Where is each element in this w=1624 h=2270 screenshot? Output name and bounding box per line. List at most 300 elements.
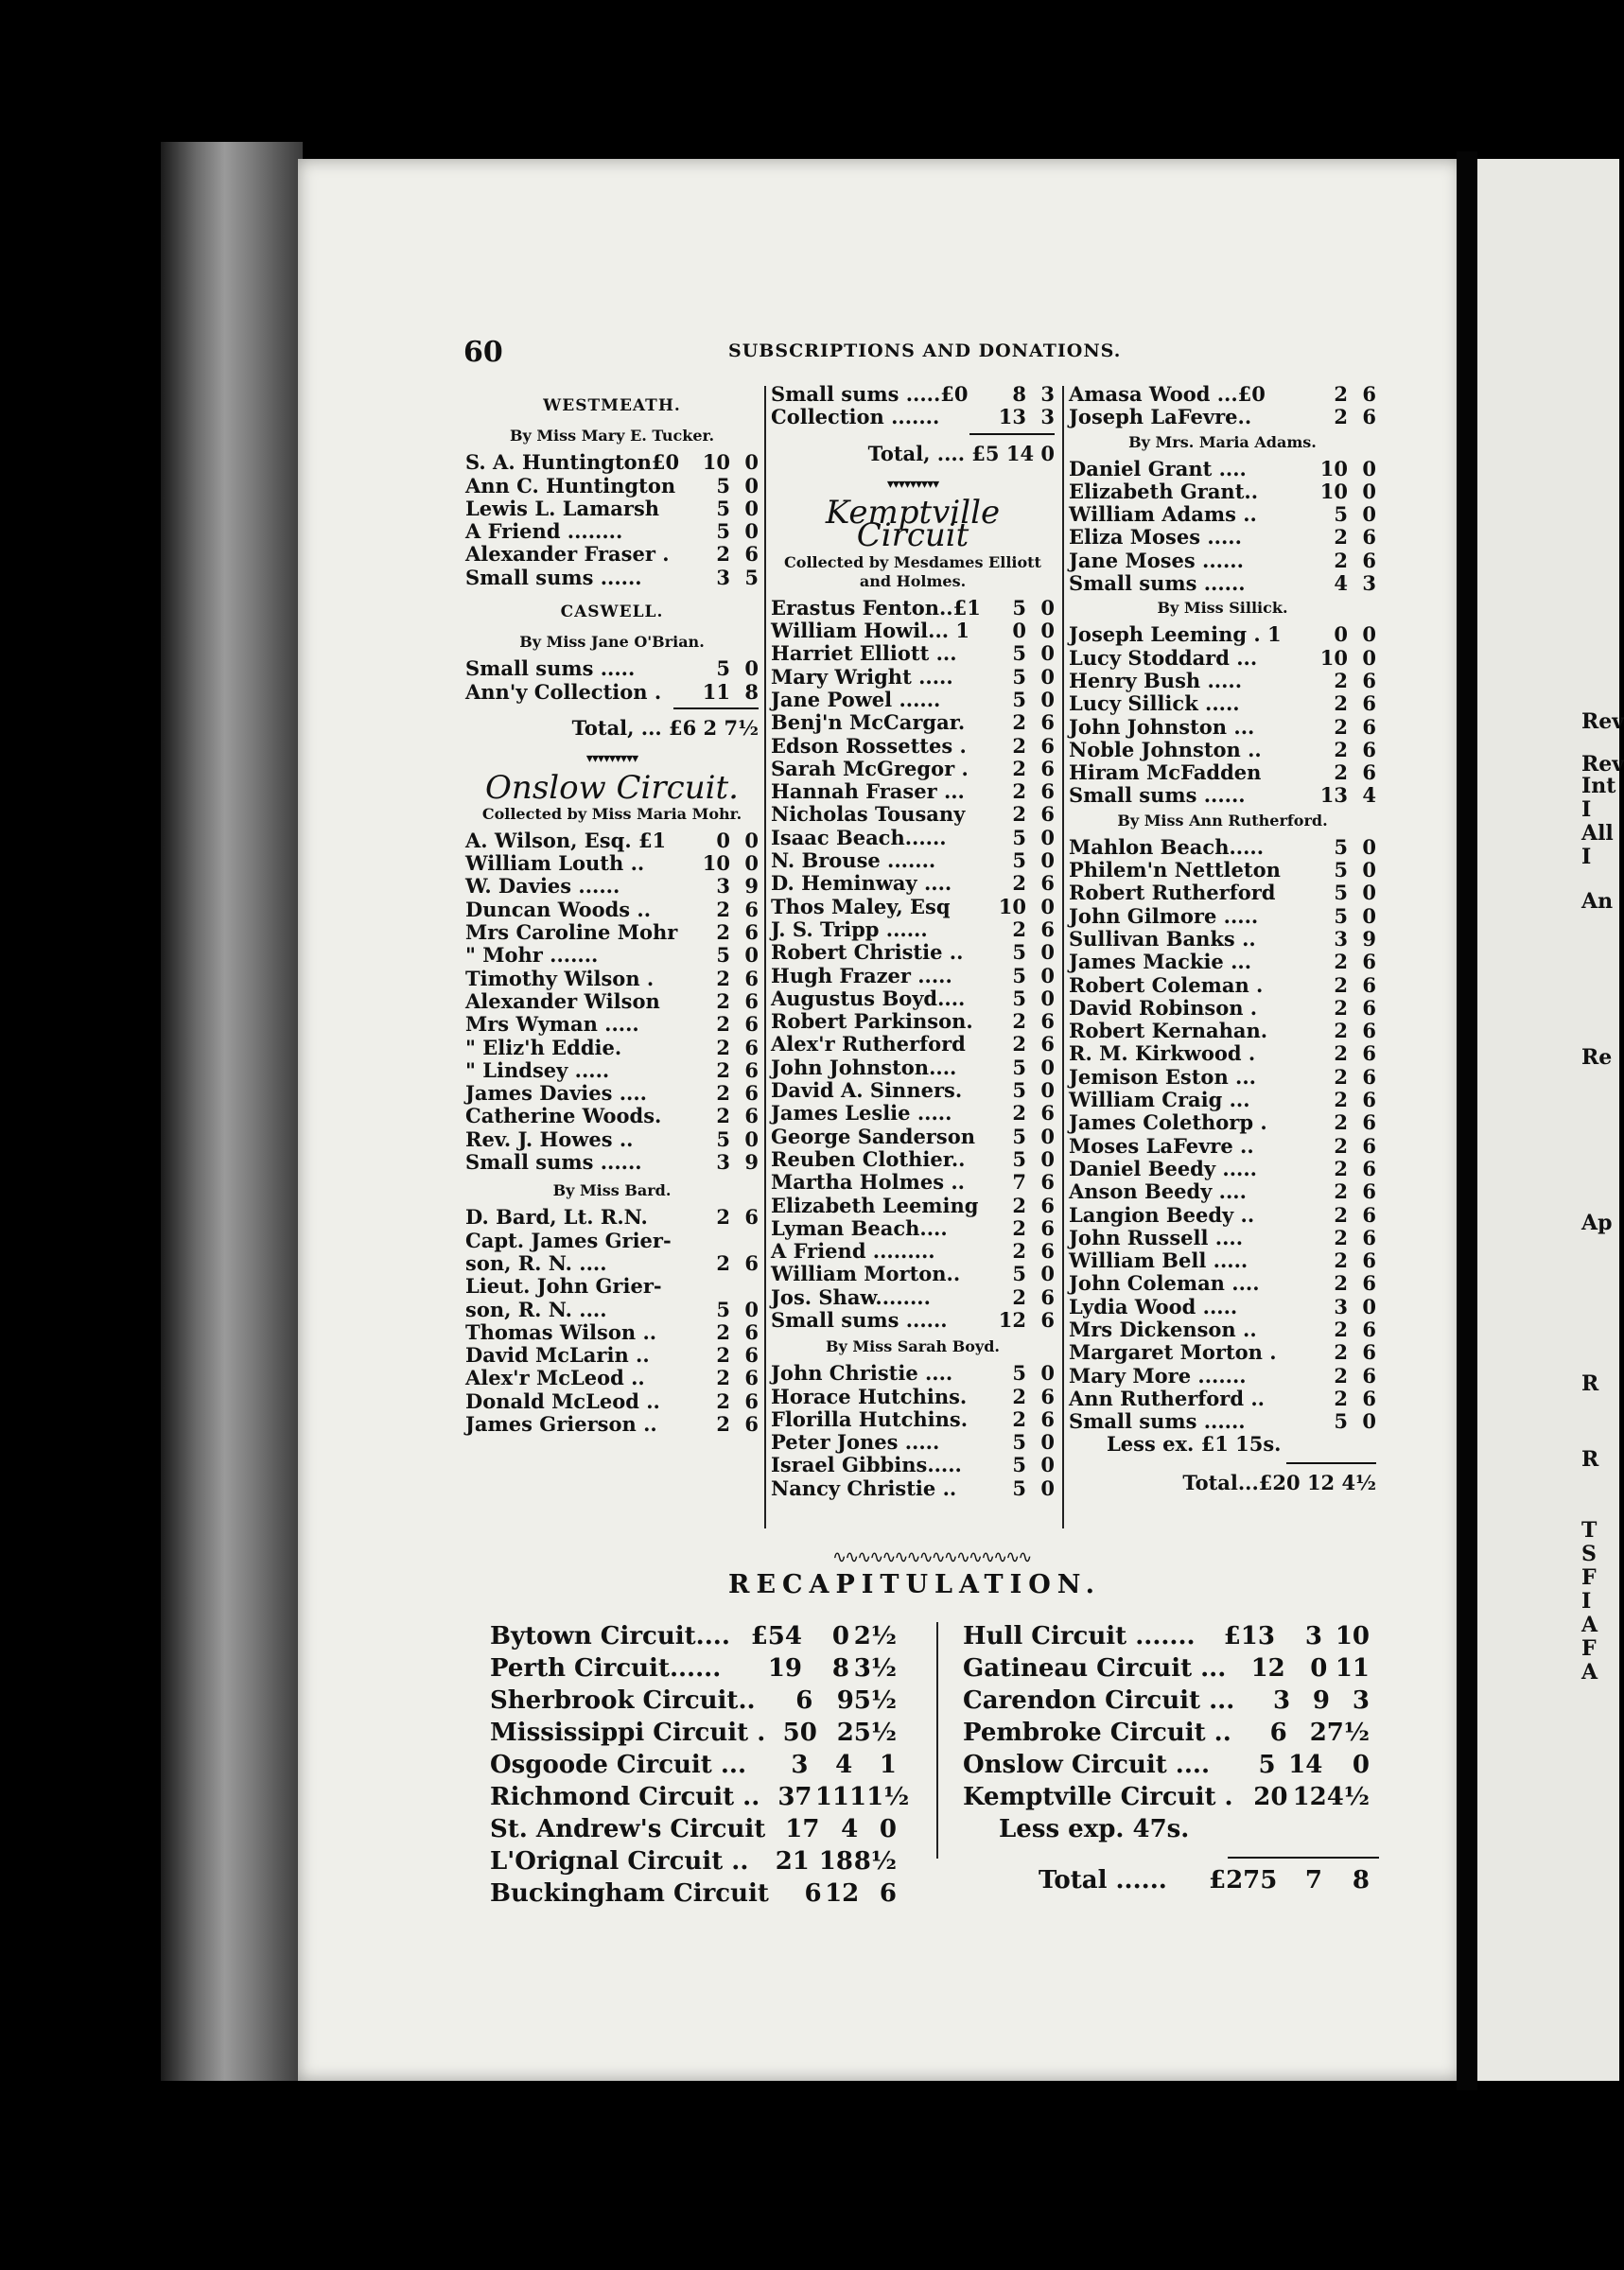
amount-shillings: 12 <box>825 1879 860 1908</box>
amount-pence: 6 <box>1040 1101 1055 1126</box>
donor-row <box>1069 905 1376 928</box>
donor-list <box>465 657 759 704</box>
recap-row <box>963 1685 1370 1717</box>
donor-name: Ann'y Collection . <box>465 679 662 704</box>
donor-row <box>465 1230 759 1252</box>
amount-shillings: 2 <box>1334 1110 1348 1135</box>
donor-name: Lewis L. Lamarsh <box>465 496 660 520</box>
donor-row <box>1069 974 1376 997</box>
circuit-name: Bytown Circuit.... <box>490 1622 730 1650</box>
amount-pence: 0 <box>1040 619 1055 643</box>
circuit-name: Sherbrook Circuit.. <box>490 1686 756 1715</box>
donor-row <box>771 1171 1055 1194</box>
amount-pence: 6 <box>1040 1406 1055 1431</box>
amount-shillings: 10 <box>998 894 1026 918</box>
donor-name: son, R. N. .... <box>465 1297 607 1321</box>
donor-row <box>465 1321 759 1344</box>
donor-name: Alexander Fraser . <box>465 542 670 567</box>
collector-heading: By Mrs. Maria Adams. <box>1128 432 1317 451</box>
donor-row <box>1069 1180 1376 1203</box>
amount-pence: 0 <box>1362 903 1376 928</box>
donor-name: William Craig ... <box>1069 1088 1250 1112</box>
less-expenses: Less ex. £1 15s. <box>1107 1432 1282 1457</box>
donor-row <box>1069 1272 1376 1295</box>
donor-row <box>465 852 759 875</box>
total-label: Total ...... <box>1039 1866 1167 1895</box>
amount-pence: 6 <box>1362 1340 1376 1365</box>
amount-shillings: 5 <box>716 473 730 498</box>
recap-row <box>490 1620 897 1652</box>
amount-pence: 6 <box>1040 1193 1055 1217</box>
amount-pounds: 17 <box>785 1815 820 1843</box>
amount-shillings: 2 <box>1012 1193 1026 1217</box>
circuit-name: Onslow Circuit .... <box>963 1751 1210 1779</box>
circuit-name: Perth Circuit...... <box>490 1654 722 1683</box>
donor-name: " Mohr ....... <box>465 943 599 968</box>
donor-name: Augustus Boyd.... <box>771 986 966 1010</box>
amount-shillings: 4 <box>841 1815 859 1843</box>
amount-pence: 0 <box>1362 645 1376 670</box>
circuit-name: Pembroke Circuit .. <box>963 1719 1231 1747</box>
amount-pence: 6 <box>744 1104 759 1128</box>
donor-row <box>771 918 1055 941</box>
amount-shillings: 2 <box>1334 668 1348 692</box>
circuit-name: Osgoode Circuit ... <box>490 1751 747 1779</box>
amount-shillings: 9 <box>1312 1686 1331 1715</box>
amount-shillings <box>692 1275 730 1298</box>
amount-shillings: 2 <box>1334 1179 1348 1204</box>
amount-pence: 6 <box>744 920 759 945</box>
amount-pence: 0 <box>1040 940 1055 965</box>
donor-row <box>771 1126 1055 1148</box>
amount-shillings: 2 <box>1334 1225 1348 1249</box>
amount-shillings: 3 <box>716 874 730 899</box>
facing-page-fragment: I <box>1581 797 1592 822</box>
recap-row <box>490 1877 897 1910</box>
amount-pence: 6 <box>1362 1386 1376 1410</box>
donor-row <box>771 803 1055 826</box>
donor-row <box>771 987 1055 1010</box>
donor-name: William Morton.. <box>771 1262 961 1286</box>
donor-row <box>465 1252 759 1275</box>
recap-grand-total <box>963 1864 1370 1896</box>
donor-name: James Grierson .. <box>465 1411 657 1436</box>
amount-pence: 6 <box>1040 1284 1055 1309</box>
donor-row <box>771 406 1055 428</box>
donor-name: Collection ....... <box>771 405 940 429</box>
amount-pence: 3 <box>1040 382 1055 406</box>
amount-shillings: 5 <box>1012 848 1026 873</box>
amount-shillings: 5 <box>1012 825 1026 849</box>
amount-pence: 6 <box>1362 548 1376 572</box>
ornament-divider: ▾▾▾▾▾▾▾▾▾ <box>585 751 638 767</box>
amount-shillings: 2 <box>716 1343 730 1368</box>
recap-row <box>490 1813 897 1845</box>
amount-shillings: 2 <box>1334 737 1348 761</box>
amount-shillings: 2 <box>1012 733 1026 758</box>
donor-name: " Eliz'h Eddie. <box>465 1035 622 1059</box>
amount-pence: 0 <box>1362 1294 1376 1318</box>
donor-row <box>1069 997 1376 1020</box>
donor-name: Harriet Elliott ... <box>771 641 957 666</box>
amount-shillings: 2 <box>1334 1088 1348 1112</box>
amount-shillings: 5 <box>1012 641 1026 666</box>
donor-row <box>1069 928 1376 951</box>
amount-pence: 6 <box>1362 1202 1376 1227</box>
donor-name: Eliza Moses ..... <box>1069 525 1242 550</box>
donor-name: Nancy Christie .. <box>771 1476 957 1500</box>
amount-pence: 7½ <box>1326 1719 1370 1747</box>
recap-left <box>490 1620 910 1910</box>
amount-pence: 6 <box>744 542 759 567</box>
amount-pence: 0 <box>1040 1055 1055 1079</box>
facing-page-fragment: T <box>1581 1518 1598 1543</box>
column-3 <box>1069 383 1376 1502</box>
amount-shillings: 2 <box>1334 382 1348 406</box>
donor-row <box>1069 623 1376 646</box>
amount-shillings: 3 <box>716 565 730 589</box>
amount-shillings: 2 <box>1309 1719 1327 1747</box>
donor-name: Thomas Wilson .. <box>465 1319 657 1344</box>
donor-name: Lieut. John Grier- <box>465 1274 662 1299</box>
total-pence: 8 <box>1352 1866 1370 1895</box>
donor-row <box>465 475 759 498</box>
donor-row <box>465 968 759 990</box>
donor-name: Alex'r McLeod .. <box>465 1366 645 1390</box>
donor-row <box>1069 1249 1376 1272</box>
donor-row <box>771 1079 1055 1102</box>
amount-pounds: £13 <box>1223 1622 1275 1650</box>
facing-page-fragment: An <box>1581 889 1614 914</box>
amount-pence: 0 <box>744 1297 759 1321</box>
amount-shillings: 2 <box>716 1388 730 1413</box>
donor-name: Hiram McFadden <box>1069 760 1262 785</box>
column-2 <box>771 383 1055 1500</box>
amount-pence: 0 <box>1362 622 1376 647</box>
donor-name: Langion Beedy .. <box>1069 1202 1255 1227</box>
amount-shillings: 0 <box>1310 1654 1328 1683</box>
recap-row <box>963 1781 1370 1813</box>
collector-heading: By Miss Jane O'Brian. <box>519 633 705 652</box>
amount-pence: 6 <box>1362 1248 1376 1273</box>
amount-pence: 6 <box>1362 1110 1376 1135</box>
recap-row <box>963 1620 1370 1652</box>
amount-shillings: 5 <box>1012 963 1026 987</box>
donor-row <box>465 1151 759 1174</box>
amount-pence: 0 <box>1040 1361 1055 1386</box>
donor-row <box>465 1299 759 1321</box>
facing-page-fragment: A <box>1581 1613 1598 1637</box>
amount-shillings: 2 <box>716 1411 730 1436</box>
amount-pence: 6 <box>1362 525 1376 550</box>
amount-shillings: 5 <box>1334 903 1348 928</box>
amount-pence: 6 <box>1040 871 1055 896</box>
amount-shillings: 14 <box>1288 1751 1323 1779</box>
donor-name: William Howil... 1 <box>771 619 969 643</box>
amount-shillings: 2 <box>1334 1363 1348 1388</box>
donor-name: Catherine Woods. <box>465 1104 662 1128</box>
donor-name: Lucy Sillick ..... <box>1069 691 1240 716</box>
donor-name: Lydia Wood ..... <box>1069 1294 1238 1318</box>
amount-pence: 6 <box>1362 1064 1376 1089</box>
recap-row <box>490 1652 897 1685</box>
donor-name: N. Brouse ....... <box>771 848 936 873</box>
total-rule <box>1228 1857 1379 1859</box>
donor-row <box>1069 716 1376 739</box>
amount-pounds: 6 <box>804 1879 822 1908</box>
amount-pence: 6 <box>1040 917 1055 941</box>
amount-shillings: 2 <box>1334 1386 1348 1410</box>
collector-heading: By Miss Ann Rutherford. <box>1117 811 1328 829</box>
donor-name: Mary Wright ..... <box>771 664 953 689</box>
section-total: Total, .... £5 14 0 <box>867 441 1055 465</box>
recapitulation-heading: RECAPITULATION. <box>728 1570 1102 1599</box>
donor-row <box>1069 739 1376 761</box>
amount-pence: 6 <box>744 1319 759 1344</box>
donor-list <box>465 451 759 589</box>
amount-pence: 0 <box>1352 1751 1370 1779</box>
donor-name: Lucy Stoddard ... <box>1069 645 1258 670</box>
donor-row <box>1069 383 1376 406</box>
donor-name: Small sums ...... <box>465 1150 642 1175</box>
amount-shillings: 3 <box>1304 1622 1322 1650</box>
donor-name: Donald McLeod .. <box>465 1388 660 1413</box>
donor-name: A. Wilson, Esq. £1 <box>465 828 667 852</box>
amount-shillings: 2 <box>716 897 730 921</box>
donor-name: Robert Parkinson. <box>771 1009 973 1034</box>
donor-row <box>771 620 1055 642</box>
amount-pence: 0 <box>1362 1409 1376 1434</box>
donor-name: Philem'n Nettleton <box>1069 858 1281 882</box>
amount-shillings: 5 <box>1012 595 1026 620</box>
donor-name: Nicholas Tousany <box>771 802 966 827</box>
amount-pence: 6 <box>1362 950 1376 974</box>
amount-pence: 6 <box>1040 733 1055 758</box>
donor-row <box>1069 572 1376 595</box>
amount-pence: 0 <box>1362 834 1376 859</box>
amount-pence: 6 <box>1040 1307 1055 1332</box>
donor-name: Thos Maley, Esq <box>771 894 951 918</box>
amount-pence: 0 <box>1362 881 1376 905</box>
facing-page-fragment: Re <box>1581 1045 1613 1070</box>
amount-pence: 6 <box>744 1012 759 1037</box>
amount-pence: 9 <box>1362 926 1376 951</box>
donor-row <box>465 1059 759 1082</box>
amount-shillings: 8 <box>831 1654 849 1683</box>
facing-page-fragment: All <box>1581 821 1614 846</box>
amount-pence: 6 <box>1362 668 1376 692</box>
amount-shillings: 2 <box>1012 802 1026 827</box>
amount-shillings: 10 <box>1319 645 1348 670</box>
recap-rule <box>936 1622 938 1859</box>
amount-shillings: 8 <box>1012 382 1026 406</box>
donor-name: Mrs Wyman ..... <box>465 1012 639 1037</box>
amount-shillings: 3 <box>716 1150 730 1175</box>
donor-row <box>465 1390 759 1413</box>
amount-shillings: 2 <box>1334 1156 1348 1180</box>
donor-name: Robert Coleman . <box>1069 972 1264 997</box>
amount-shillings: 13 <box>1319 783 1348 808</box>
amount-pence: 6 <box>744 1366 759 1390</box>
donor-name: Mahlon Beach..... <box>1069 834 1265 859</box>
amount-shillings: 0 <box>1012 619 1026 643</box>
amount-pounds: 12 <box>1250 1654 1285 1683</box>
donor-row <box>465 1206 759 1229</box>
amount-shillings: 5 <box>1334 858 1348 882</box>
donor-name: Alexander Wilson <box>465 988 660 1013</box>
collector-heading: By Miss Sarah Boyd. <box>826 1337 1000 1356</box>
donor-name: Margaret Morton . <box>1069 1340 1277 1365</box>
donor-name: James Mackie ... <box>1069 950 1252 974</box>
amount-pence: 6 <box>1362 691 1376 716</box>
circuit-heading-kemptville: Kemptville Circuit <box>825 494 1001 555</box>
amount-pence: 0 <box>1362 502 1376 527</box>
donor-row <box>1069 859 1376 882</box>
amount-pence: 0 <box>744 851 759 876</box>
amount-shillings: 10 <box>1319 456 1348 480</box>
amount-shillings: 2 <box>1334 714 1348 739</box>
amount-pence: 0 <box>744 943 759 968</box>
amount-shillings: 2 <box>716 542 730 567</box>
donor-row <box>465 944 759 967</box>
amount-pence: 0 <box>744 519 759 544</box>
donor-name: William Louth .. <box>465 851 645 876</box>
donor-name: Mrs Caroline Mohr <box>465 920 678 945</box>
donor-name: John Christie .... <box>771 1361 953 1386</box>
amount-pence: 0 <box>1040 1476 1055 1500</box>
donor-row <box>771 1454 1055 1476</box>
donor-name: R. M. Kirkwood . <box>1069 1041 1256 1066</box>
amount-shillings: 2 <box>1334 548 1348 572</box>
amount-pence: 6 <box>744 1250 759 1275</box>
recap-row <box>490 1845 897 1877</box>
donor-name: Capt. James Grier- <box>465 1228 672 1252</box>
donor-list <box>771 1362 1055 1500</box>
donor-row <box>1069 1227 1376 1249</box>
donor-name: Alex'r Rutherford <box>771 1032 966 1056</box>
donor-name: Small sums ..... <box>465 656 636 681</box>
donor-name: Noble Johnston .. <box>1069 737 1262 761</box>
amount-pence: 11½ <box>849 1783 910 1811</box>
amount-shillings: 0 <box>1334 622 1348 647</box>
donor-row <box>465 498 759 520</box>
facing-page <box>1477 159 1619 2081</box>
amount-pence: 6 <box>744 988 759 1013</box>
circuit-name: Richmond Circuit .. <box>490 1783 760 1811</box>
donor-row <box>771 1240 1055 1263</box>
amount-pence: 0 <box>744 828 759 852</box>
donor-row <box>1069 1318 1376 1341</box>
facing-page-fragment: R <box>1581 1371 1599 1396</box>
donor-name: A Friend ......... <box>771 1239 935 1264</box>
amount-shillings: 5 <box>1012 1453 1026 1477</box>
amount-pence: 0 <box>1040 664 1055 689</box>
donor-row <box>465 1275 759 1298</box>
donor-name: son, R. N. .... <box>465 1250 607 1275</box>
amount-shillings: 12 <box>998 1307 1026 1332</box>
donor-row <box>1069 784 1376 807</box>
amount-pence: 6 <box>1040 1032 1055 1056</box>
circuit-name: Carendon Circuit ... <box>963 1686 1235 1715</box>
amount-pence: 0 <box>1040 1453 1055 1477</box>
amount-pounds: 20 <box>1253 1783 1288 1811</box>
recap-row <box>490 1749 897 1781</box>
donor-name: D. Heminway .... <box>771 871 952 896</box>
donor-row <box>771 849 1055 872</box>
amount-shillings: 5 <box>1012 1430 1026 1455</box>
donor-name: John Johnston ... <box>1069 714 1255 739</box>
amount-shillings: 5 <box>1334 834 1348 859</box>
donor-name: S. A. Huntington£0 <box>465 450 680 475</box>
donor-name: Ann C. Huntington <box>465 473 676 498</box>
amount-pence: 6 <box>1040 779 1055 804</box>
donor-row <box>771 1102 1055 1125</box>
amount-shillings: 5 <box>1012 1361 1026 1386</box>
facing-page-fragment: F <box>1581 1636 1597 1661</box>
section-total: Total...£20 12 4½ <box>1182 1470 1376 1494</box>
amount-pence: 2½ <box>853 1622 897 1650</box>
amount-shillings: 2 <box>1012 1406 1026 1431</box>
donor-row <box>465 1413 759 1436</box>
amount-shillings: 2 <box>1012 1215 1026 1240</box>
donor-row <box>1069 1135 1376 1158</box>
donor-name: Amasa Wood ...£0 <box>1069 382 1266 406</box>
donor-row <box>771 1362 1055 1385</box>
donor-name: Lyman Beach.... <box>771 1215 948 1240</box>
donor-list <box>1069 458 1376 596</box>
column-rule <box>1062 386 1064 1528</box>
amount-pence: 6 <box>744 1388 759 1413</box>
amount-shillings: 2 <box>1012 1009 1026 1034</box>
donor-row <box>771 1033 1055 1056</box>
page-number: 60 <box>463 336 503 369</box>
donor-name: Small sums ...... <box>771 1307 948 1332</box>
recap-row <box>490 1781 910 1813</box>
donor-name: A Friend ........ <box>465 519 623 544</box>
donor-row <box>465 899 759 921</box>
amount-pence: 6 <box>1362 972 1376 997</box>
donor-name: Ann Rutherford .. <box>1069 1386 1265 1410</box>
donor-name: Daniel Grant .... <box>1069 456 1247 480</box>
running-head: SUBSCRIPTIONS AND DONATIONS. <box>728 340 1122 361</box>
amount-shillings: 5 <box>1012 1476 1026 1500</box>
amount-shillings: 5 <box>1012 687 1026 711</box>
amount-pence: 6 <box>1040 1384 1055 1408</box>
donor-name: Mrs Dickenson .. <box>1069 1317 1257 1341</box>
amount-shillings: 2 <box>716 1205 730 1230</box>
amount-shillings: 10 <box>1319 479 1348 503</box>
donor-list <box>465 829 759 1174</box>
donor-row <box>1069 761 1376 784</box>
amount-shillings: 2 <box>1334 405 1348 429</box>
donor-row <box>1069 882 1376 904</box>
facing-page-fragment: Rev <box>1581 752 1624 777</box>
donor-list <box>1069 836 1376 1434</box>
donor-row <box>465 1082 759 1105</box>
donor-name: Small sums ...... <box>1069 571 1246 596</box>
donor-row <box>1069 1204 1376 1227</box>
donor-row <box>771 735 1055 758</box>
donor-row <box>771 780 1055 803</box>
section-heading-caswell: CASWELL. <box>560 602 664 622</box>
amount-shillings: 2 <box>836 1719 854 1747</box>
amount-pence: 0 <box>744 473 759 498</box>
total-rule <box>673 707 759 709</box>
amount-shillings: 3 <box>1334 926 1348 951</box>
donor-row <box>1069 526 1376 549</box>
amount-pence: 5½ <box>853 1719 897 1747</box>
amount-pence: 6 <box>1362 1088 1376 1112</box>
